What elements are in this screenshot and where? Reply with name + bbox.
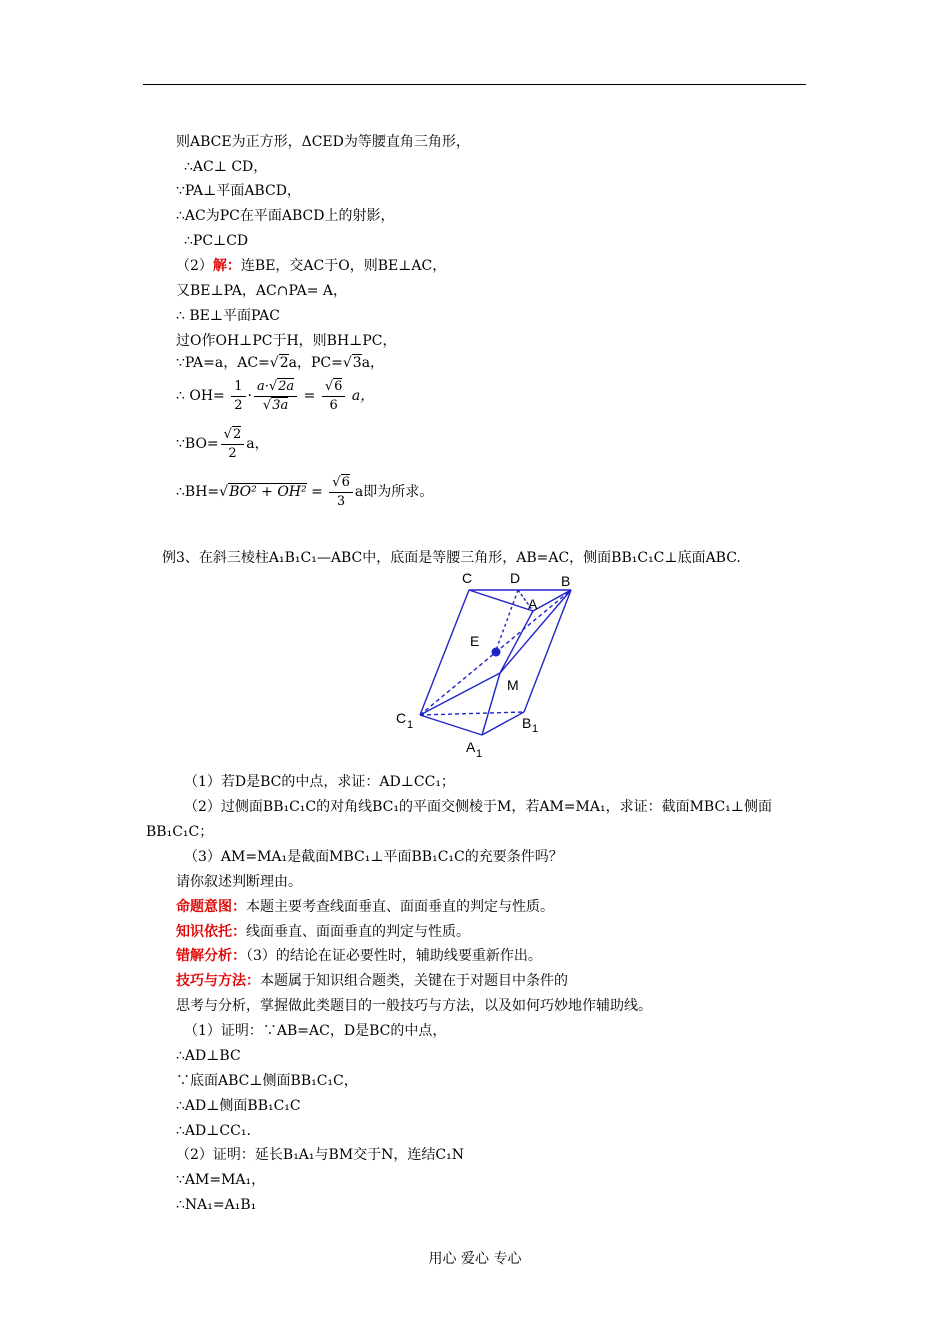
page-footer: 用心 爱心 专心 bbox=[428, 1251, 522, 1267]
fraction: $\frac{√2}{2}$ bbox=[221, 426, 245, 463]
text-span: 本题属于知识组合题类，关键在于对题目中条件的 bbox=[260, 973, 568, 989]
text-line: （1）证明：∵AB=AC，D是BC的中点， bbox=[184, 1023, 447, 1039]
text-line bbox=[176, 922, 470, 942]
text-line: ∵AM=MA₁， bbox=[176, 1172, 266, 1188]
text-span: ∵PA=a，AC= bbox=[176, 355, 270, 371]
label-c: C bbox=[462, 570, 473, 586]
text-line: ∴NA₁=A₁B₁ bbox=[176, 1197, 257, 1213]
text-line: ∴AD⊥CC₁. bbox=[176, 1123, 251, 1139]
header-rule bbox=[143, 84, 806, 85]
text-span: 连BE，交AC于O，则BE⊥AC， bbox=[240, 258, 447, 274]
point-e bbox=[492, 648, 501, 657]
text-line: BB₁C₁C； bbox=[146, 824, 214, 840]
formula-oh bbox=[176, 376, 374, 416]
text-span: a， bbox=[351, 388, 375, 404]
label-c1: C bbox=[396, 710, 407, 726]
text-span: a， bbox=[361, 355, 385, 371]
label-c1-sub: 1 bbox=[407, 719, 414, 731]
text-line: 又BE⊥PA，AC∩PA= A， bbox=[176, 283, 348, 299]
text-span: （3）的结论在证必要性时，辅助线要重新作出。 bbox=[246, 948, 542, 964]
label-d: D bbox=[510, 570, 521, 586]
fraction: $\frac{a\cdot√2a}{√3a}$ bbox=[254, 378, 297, 415]
text-line bbox=[176, 971, 568, 991]
heading-errors: 错解分析： bbox=[176, 948, 246, 964]
label-a1-sub: 1 bbox=[476, 748, 483, 760]
text-line: 则ABCE为正方形，ΔCED为等腰直角三角形， bbox=[176, 134, 470, 150]
text-line: （3）AM=MA₁是截面MBC₁⊥平面BB₁C₁C的充要条件吗？ bbox=[184, 849, 563, 865]
text-line: （2）过侧面BB₁C₁C的对角线BC₁的平面交侧棱于M，若AM=MA₁，求证：截面MBC₁⊥侧面 bbox=[184, 799, 772, 815]
edge-ma1 bbox=[482, 673, 500, 735]
fraction: $\frac{1}{2}$ bbox=[231, 378, 245, 415]
part-label: （2） bbox=[176, 258, 213, 274]
formula-bh: ∴BH=√BO² + OH² = $\frac{√6}{3}$ a即为所求。 bbox=[176, 474, 434, 509]
example-title: 例3、在斜三棱柱A₁B₁C₁—ABC中，底面是等腰三角形，AB=AC，侧面BB₁C₁C⊥底面ABC. bbox=[162, 550, 741, 566]
edge-ab bbox=[533, 590, 571, 611]
text-span: = bbox=[311, 484, 323, 500]
heading-knowledge: 知识依托： bbox=[176, 924, 246, 940]
text-span: = bbox=[303, 388, 316, 404]
text-span: a， bbox=[246, 436, 269, 452]
text-span: a即为所求。 bbox=[354, 484, 434, 500]
solution-label: 解： bbox=[212, 258, 241, 274]
prism-figure bbox=[390, 568, 590, 763]
text-line: 思考与分析，掌握做此类题目的一般技巧与方法，以及如何巧妙地作辅助线。 bbox=[176, 998, 652, 1014]
label-b1: B bbox=[522, 715, 532, 731]
label-a1: A bbox=[466, 739, 476, 755]
text-line: ∴AC为PC在平面ABCD上的射影， bbox=[176, 208, 395, 224]
text-line: （1）若D是BC的中点，求证：AD⊥CC₁； bbox=[184, 774, 455, 790]
text-line bbox=[176, 256, 446, 276]
label-b1-sub: 1 bbox=[532, 723, 539, 735]
edge-c1b1 bbox=[420, 712, 524, 715]
radicand: BO² + OH² bbox=[229, 484, 307, 500]
label-e: E bbox=[470, 633, 480, 649]
text-line bbox=[176, 946, 542, 966]
formula-bo bbox=[176, 424, 269, 464]
text-line: ∴AC⊥ CD， bbox=[184, 159, 268, 175]
text-line: ∵PA⊥平面ABCD， bbox=[176, 183, 301, 199]
text-span: ∴BH= bbox=[176, 484, 220, 500]
label-b: B bbox=[561, 573, 571, 589]
text-span: ∴ OH= bbox=[176, 388, 225, 404]
heading-method: 技巧与方法： bbox=[176, 973, 260, 989]
edge-cc1 bbox=[420, 590, 469, 715]
text-line: （2）证明：延长B₁A₁与BM交于N，连结C₁N bbox=[176, 1147, 464, 1163]
label-a: A bbox=[528, 596, 538, 612]
edge-am bbox=[500, 611, 533, 673]
text-span: 本题主要考查线面垂直、面面垂直的判定与性质。 bbox=[246, 899, 554, 915]
text-line: ∴AD⊥侧面BB₁C₁C bbox=[176, 1098, 301, 1114]
sqrt-value: 3 bbox=[352, 355, 362, 371]
text-line: ∵PA=a，AC=√2a，PC=√3a， bbox=[176, 355, 385, 371]
text-line: 过O作OH⊥PC于H，则BH⊥PC， bbox=[176, 333, 397, 349]
sqrt-value: 2 bbox=[279, 355, 289, 371]
text-span: a，PC= bbox=[288, 355, 343, 371]
edge-ca bbox=[469, 590, 533, 611]
fraction: $\frac{√6}{3}$ bbox=[329, 474, 353, 511]
fraction: $\frac{√6}{6}$ bbox=[322, 378, 346, 415]
text-span: · bbox=[247, 388, 252, 404]
text-line: ∵底面ABC⊥侧面BB₁C₁C， bbox=[176, 1073, 358, 1089]
text-line: 请你叙述判断理由。 bbox=[176, 874, 302, 890]
edge-c1a1 bbox=[420, 715, 482, 735]
text-line: ∴AD⊥BC bbox=[176, 1048, 241, 1064]
text-line bbox=[176, 897, 554, 917]
text-line: ∴ BE⊥平面PAC bbox=[176, 308, 280, 324]
heading-intent: 命题意图： bbox=[176, 899, 246, 915]
text-span: ∵BO= bbox=[176, 436, 219, 452]
text-span: 线面垂直、面面垂直的判定与性质。 bbox=[246, 924, 470, 940]
line-c1m bbox=[420, 673, 500, 715]
label-m: M bbox=[507, 677, 519, 693]
text-line: ∴PC⊥CD bbox=[184, 233, 249, 249]
